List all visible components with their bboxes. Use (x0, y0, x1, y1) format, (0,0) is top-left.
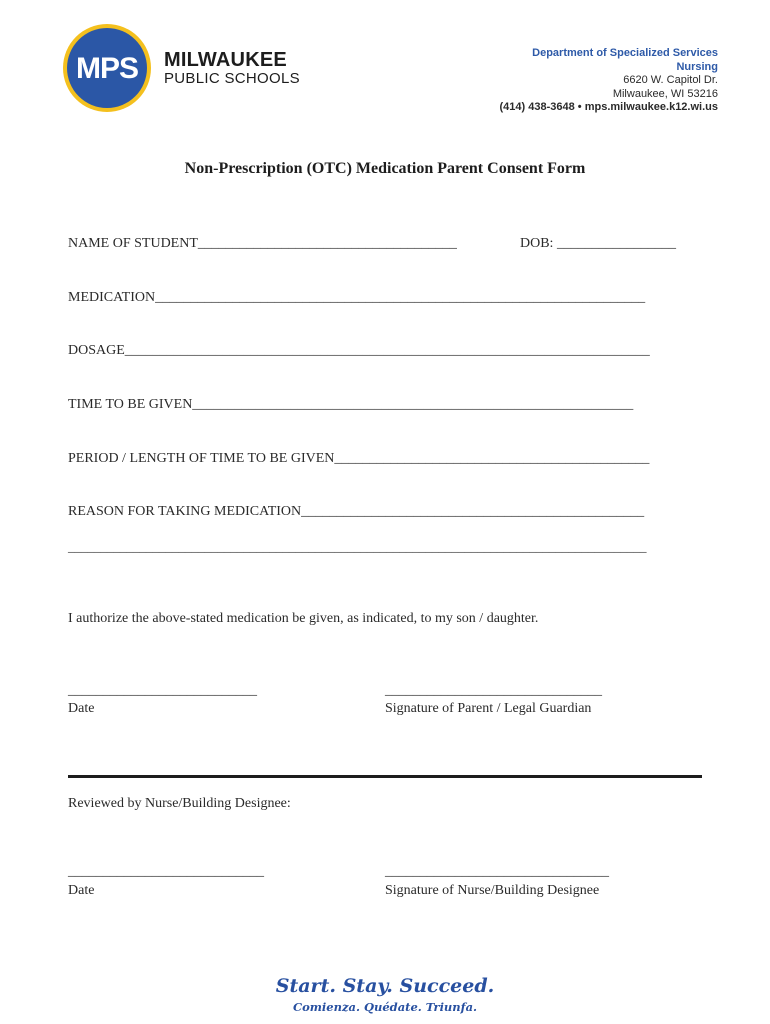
mps-logo (62, 23, 152, 113)
logo-district-subname: PUBLIC SCHOOLS (164, 70, 300, 87)
nurse-date-label: Date (68, 883, 95, 898)
logo-abbrev: MPS (75, 52, 139, 85)
parent-signature-label: Signature of Parent / Legal Guardian (385, 701, 592, 716)
authorization-statement: I authorize the above-stated medication be given, as indicated, to my son / daughter. (68, 611, 539, 626)
parent-date-line[interactable]: ___________________________ (68, 683, 257, 698)
reviewed-by-label: Reviewed by Nurse/Building Designee: (68, 796, 291, 811)
student-name-field[interactable]: NAME OF STUDENT_____________________________________ (68, 236, 457, 251)
reason-field[interactable]: REASON FOR TAKING MEDICATION_________________________________________________ (68, 504, 645, 519)
footer-slogan-spanish: Comienza. Quédate. Triunfa. (292, 1000, 478, 1014)
dosage-field[interactable]: DOSAGE___________________________________________________________________________ (68, 343, 650, 358)
contact-info: (414) 438-3648 • mps.milwaukee.k12.wi.us (499, 101, 718, 113)
footer-slogan: Start. Stay. Succeed. (275, 975, 495, 997)
nurse-date-line[interactable]: ____________________________ (68, 864, 264, 879)
street-address: 6620 W. Capitol Dr. (623, 74, 718, 86)
nurse-signature-line[interactable]: ________________________________ (385, 864, 609, 879)
department-address-block (500, 47, 718, 115)
reason-continuation-line[interactable]: _________________________________________________________________________________________ (68, 539, 647, 554)
department-division: Nursing (676, 60, 718, 73)
section-divider (68, 775, 702, 778)
department-name: Department of Specialized Services (532, 47, 718, 59)
logo-district-name: MILWAUKEE (164, 49, 287, 71)
time-to-be-given-field[interactable]: TIME TO BE GIVEN_______________________________________________________________ (68, 397, 634, 412)
city-state-zip: Milwaukee, WI 53216 (612, 87, 718, 100)
parent-date-label: Date (68, 701, 95, 716)
nurse-signature-label: Signature of Nurse/Building Designee (385, 883, 600, 898)
period-length-field[interactable]: PERIOD / LENGTH OF TIME TO BE GIVEN_____________________________________________ (68, 451, 650, 466)
form-title: Non-Prescription (OTC) Medication Parent Consent Form (184, 160, 586, 177)
parent-signature-line[interactable]: _______________________________ (385, 683, 602, 698)
medication-field[interactable]: MEDICATION______________________________________________________________________ (68, 290, 646, 305)
dob-field[interactable]: DOB: _________________ (520, 236, 676, 251)
